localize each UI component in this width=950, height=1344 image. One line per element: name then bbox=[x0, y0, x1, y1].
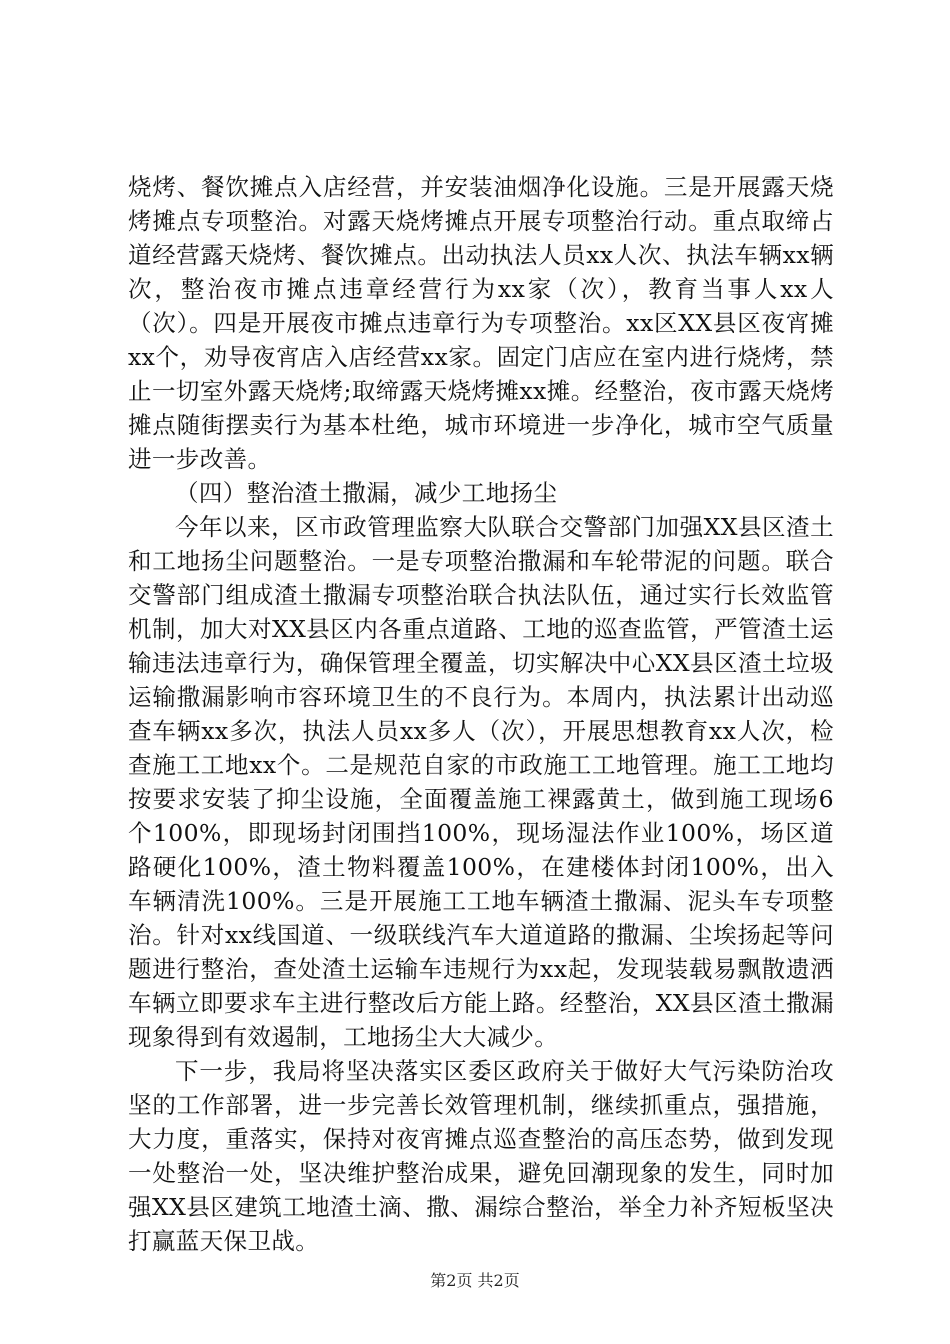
paragraph-bbq-stalls: 烧烤、餐饮摊点入店经营，并安装油烟净化设施。三是开展露天烧烤摊点专项整治。对露天烧烤摊点开展专项整治行动。重点取缔占道经营露天烧烤、餐饮摊点。出动执法人员xx人次、执法车辆xx辆次，整治夜市摊点违章经营行为xx家（次），教育当事人xx人（次）。四是开展夜市摊点违章行为专项整治。xx区XX县区夜宵摊xx个，劝导夜宵店入店经营xx家。固定门店应在室内进行烧烤，禁止一切室外露天烧烤;取缔露天烧烤摊xx摊。经整治，夜市露天烧烤摊点随街摆卖行为基本杜绝，城市环境进一步净化，城市空气质量进一步改善。 bbox=[128, 173, 834, 473]
page-number: 第2页 共2页 bbox=[430, 1271, 520, 1290]
paragraph-muck-dust: 今年以来，区市政管理监察大队联合交警部门加强XX县区渣土和工地扬尘问题整治。一是专项整治撒漏和车轮带泥的问题。联合交警部门组成渣土撒漏专项整治联合执法队伍，通过实行长效监管机制，加大对XX县区内各重点道路、工地的巡查监管，严管渣土运输违法违章行为，确保管理全覆盖，切实解决中心XX县区渣土垃圾运输撒漏影响市容环境卫生的不良行为。本周内，执法累计出动巡查车辆xx多次，执法人员xx多人（次），开展思想教育xx人次，检查施工工地xx个。二是规范自家的市政施工工地管理。施工工地均按要求安装了抑尘设施，全面覆盖施工裸露黄土，做到施工现场6个100%，即现场封闭围挡100%，现场湿法作业100%，场区道路硬化100%，渣土物料覆盖100%，在建楼体封闭100%，出入车辆清洗100%。三是开展施工工地车辆渣土撒漏、泥头车专项整治。针对xx线国道、一级联线汽车大道道路的撒漏、尘埃扬起等问题进行整治，查处渣土运输车违规行为xx起，发现装载易飘散遗洒车辆立即要求车主进行整改后方能上路。经整治，XX县区渣土撒漏现象得到有效遏制，工地扬尘大大减少。 bbox=[128, 513, 834, 1051]
document-body bbox=[128, 170, 834, 1258]
paragraph-next-steps: 下一步，我局将坚决落实区委区政府关于做好大气污染防治攻坚的工作部署，进一步完善长效管理机制，继续抓重点，强措施，大力度，重落实，保持对夜宵摊点巡查整治的高压态势，做到发现一处整治一处，坚决维护整治成果，避免回潮现象的发生，同时加强XX县区建筑工地渣土滴、撒、漏综合整治，举全力补齐短板坚决打赢蓝天保卫战。 bbox=[128, 1057, 834, 1255]
section-heading-4: （四）整治渣土撒漏，减少工地扬尘 bbox=[175, 479, 558, 507]
